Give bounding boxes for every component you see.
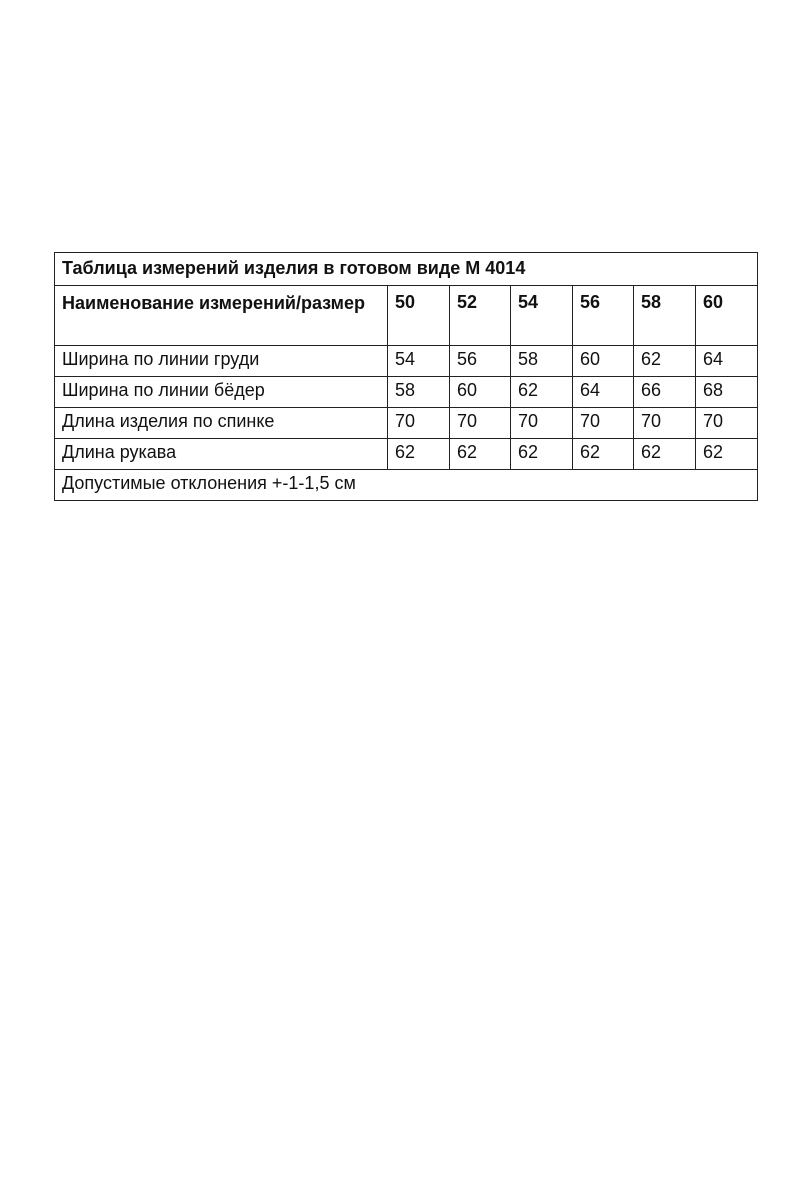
table-cell: 62 [696,439,758,470]
table-cell: 64 [573,377,634,408]
table-cell: 62 [388,439,450,470]
table-row [55,439,758,470]
table-cell: 68 [696,377,758,408]
table-cell: 70 [450,408,511,439]
size-header: 52 [450,286,511,346]
row-label: Ширина по линии груди [55,346,388,377]
table-cell: 62 [511,439,573,470]
table-cell: 70 [388,408,450,439]
size-header: 50 [388,286,450,346]
row-label: Длина изделия по спинке [55,408,388,439]
table-cell: 70 [511,408,573,439]
table-cell: 66 [634,377,696,408]
size-header: 58 [634,286,696,346]
table-footer-row [55,470,758,501]
table-cell: 62 [511,377,573,408]
size-header: 54 [511,286,573,346]
table-row [55,346,758,377]
table-cell: 62 [634,346,696,377]
table-cell: 70 [573,408,634,439]
table-cell: 58 [511,346,573,377]
row-label: Ширина по линии бёдер [55,377,388,408]
table-cell: 62 [573,439,634,470]
measurement-table [54,252,758,501]
table-title-row [55,253,758,286]
table-cell: 70 [634,408,696,439]
table-cell: 54 [388,346,450,377]
tolerance-note: Допустимые отклонения +-1-1,5 см [55,470,758,501]
table-cell: 56 [450,346,511,377]
table-cell: 64 [696,346,758,377]
table-title: Таблица измерений изделия в готовом виде М 4014 [55,253,758,286]
row-label: Длина рукава [55,439,388,470]
table-cell: 62 [634,439,696,470]
size-header: 60 [696,286,758,346]
table-header-row [55,286,758,346]
table-cell: 62 [450,439,511,470]
table-cell: 60 [450,377,511,408]
size-header: 56 [573,286,634,346]
table-row [55,408,758,439]
table-row [55,377,758,408]
table-cell: 70 [696,408,758,439]
table-cell: 58 [388,377,450,408]
measurement-name-header: Наименование измерений/размер [55,286,388,346]
table-cell: 60 [573,346,634,377]
